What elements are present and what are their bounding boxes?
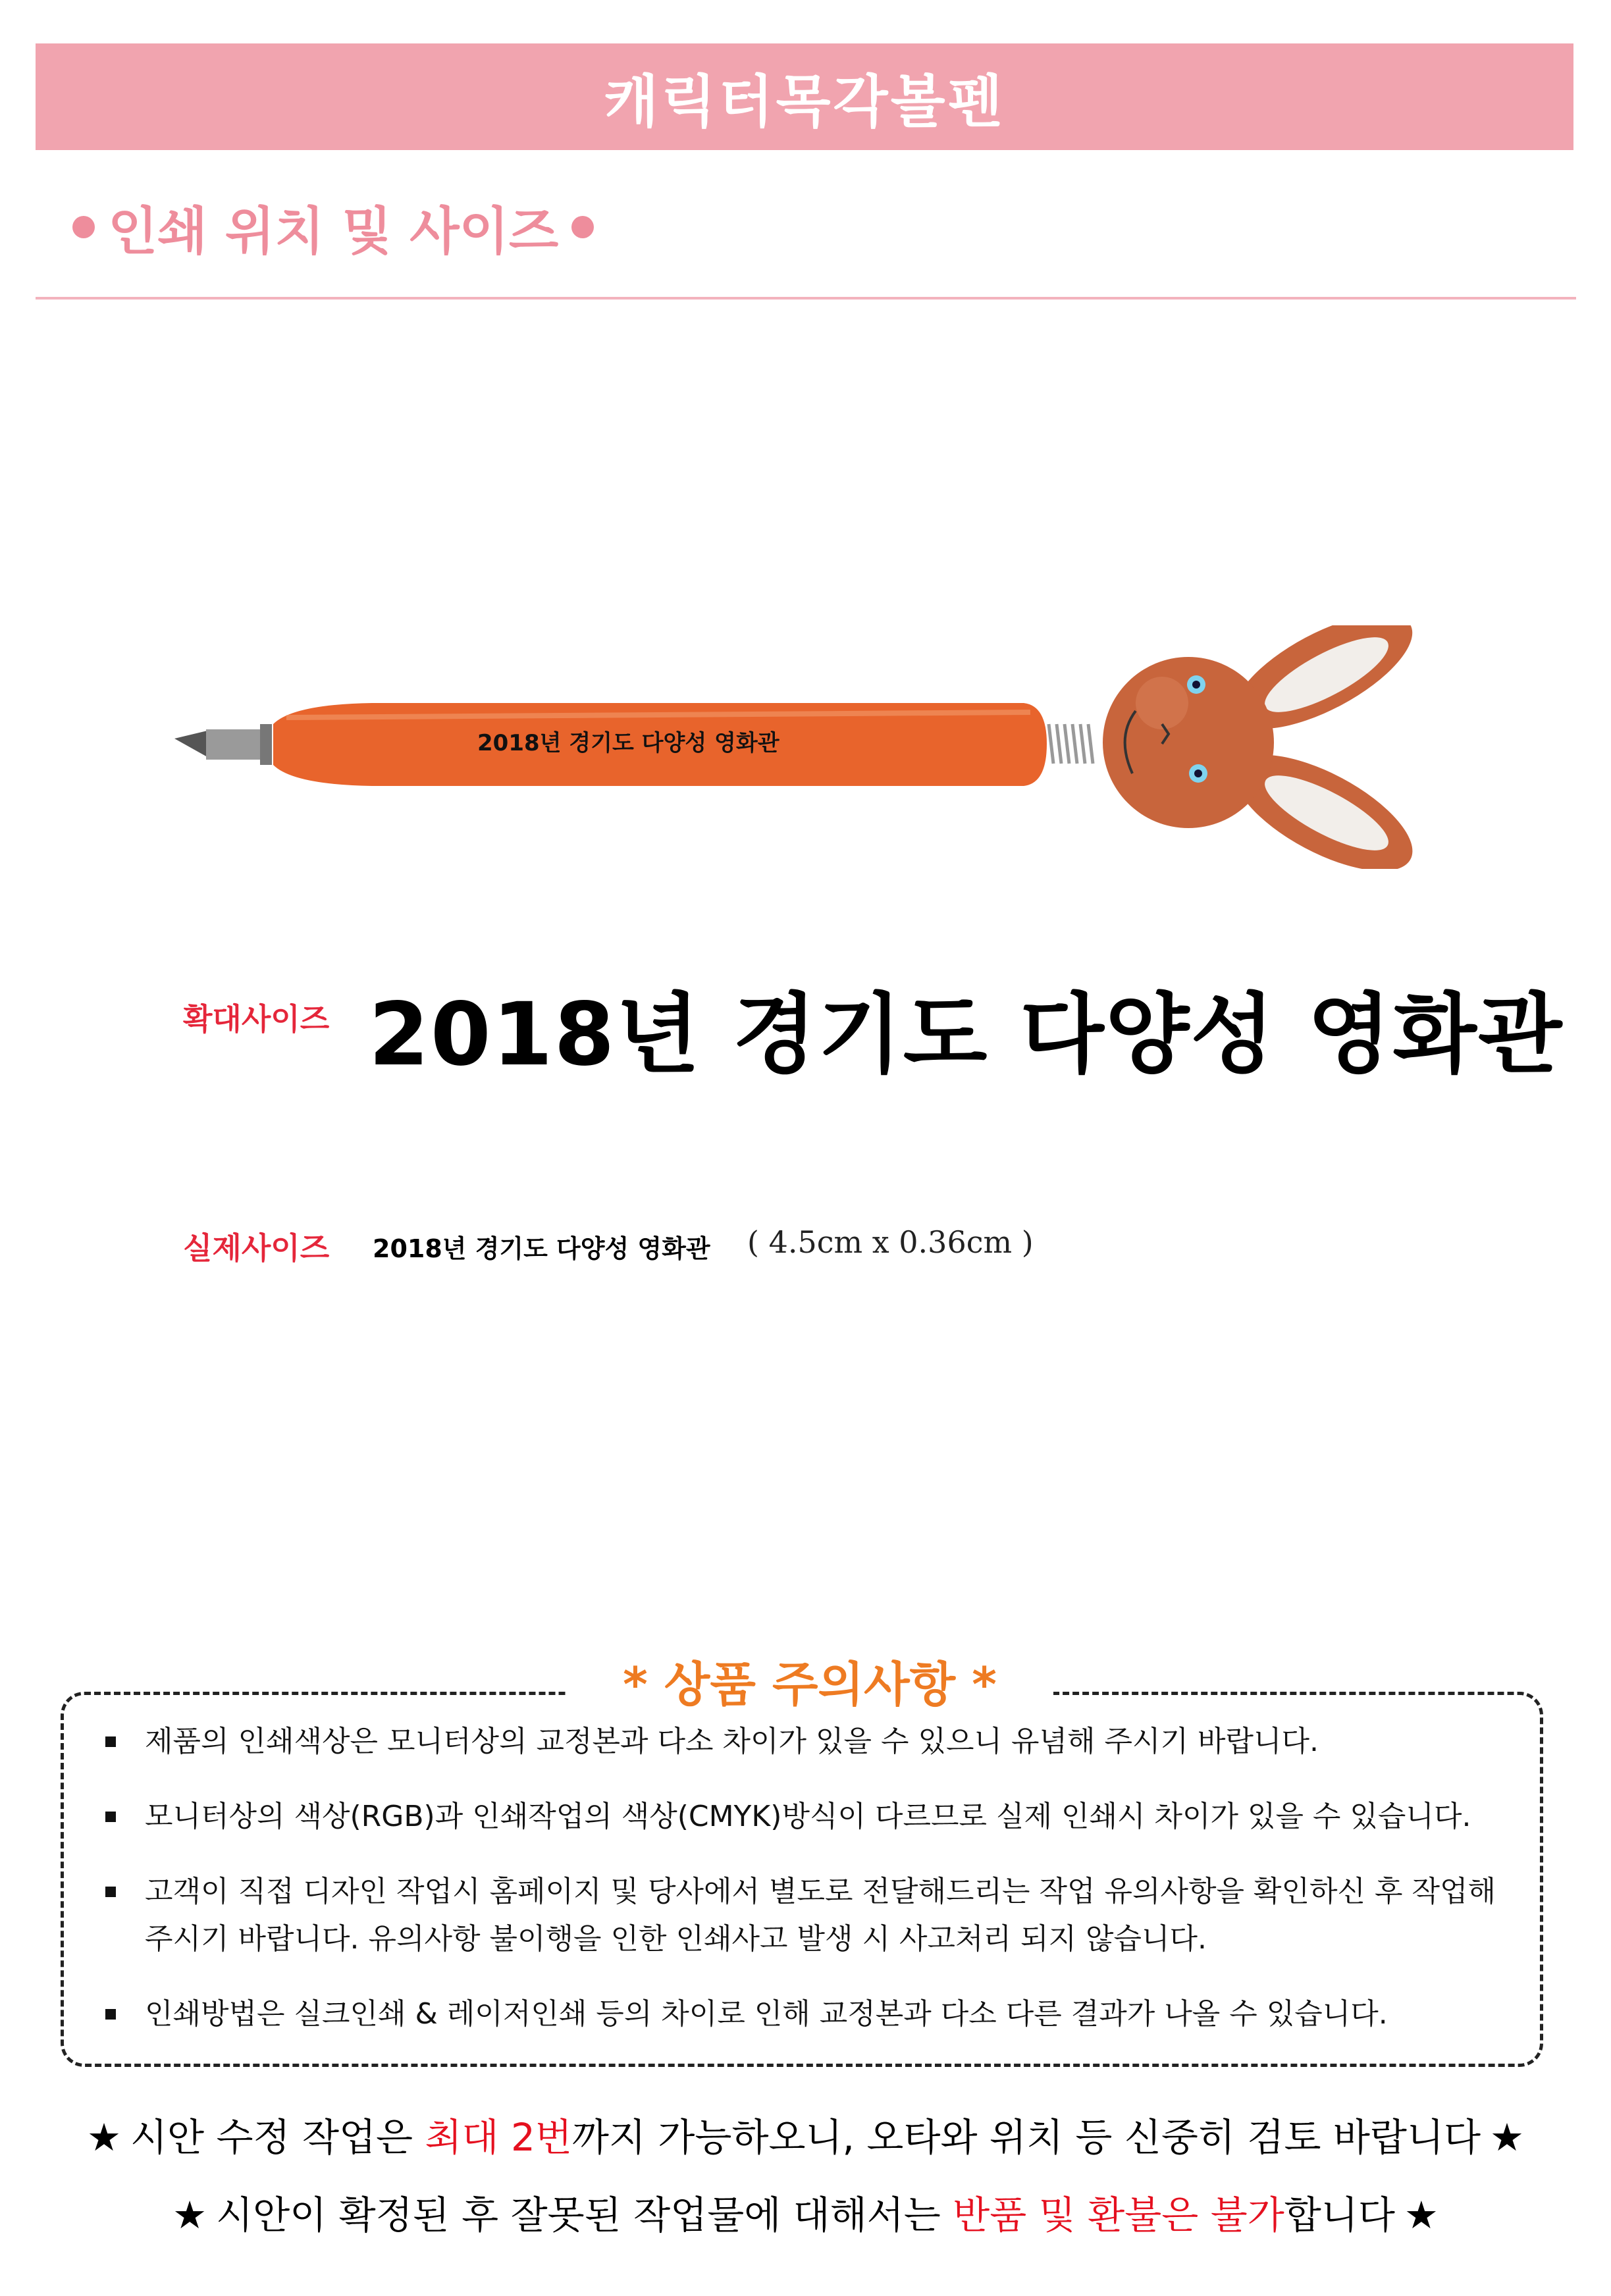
bullet-dot-icon xyxy=(72,216,95,238)
notice-item: 모니터상의 색상(RGB)과 인쇄작업의 색상(CMYK)방식이 다르므로 실제 인쇄시 차이가 있을 수 있습니다. xyxy=(105,1793,1514,1840)
footer-text: 까지 가능하오니, 오타와 위치 등 신중히 검토 바랍니다 xyxy=(571,2115,1481,2160)
rabbit-pen-illustration xyxy=(174,625,1425,869)
footer-text: 시안이 확정된 후 잘못된 작업물에 대해서는 xyxy=(216,2193,953,2237)
star-icon: ★ xyxy=(1404,2193,1439,2237)
section-heading xyxy=(59,191,607,263)
actual-size-label: 실제사이즈 xyxy=(183,1230,330,1266)
notice-item: 고객이 직접 디자인 작업시 홈페이지 및 당사에서 별도로 전달해드리는 작업 유의사항을 확인하신 후 작업해주시기 바랍니다. 유의사항 불이행을 인한 인쇄사고 발생 시 사고처리 되지 않습니다. xyxy=(105,1868,1514,1963)
enlarged-size-text: 2018년 경기도 다양성 영화관 xyxy=(369,984,1564,1085)
enlarged-size-label: 확대사이즈 xyxy=(183,1001,330,1037)
bullet-dot-icon xyxy=(571,216,594,238)
notice-list xyxy=(105,1718,1514,2066)
notice-item: 제품의 인쇄색상은 모니터상의 교정본과 다소 차이가 있을 수 있으니 유념해 주시기 바랍니다. xyxy=(105,1718,1514,1765)
notice-title: * 상품 주의사항 * xyxy=(566,1644,1053,1717)
footer-highlight: 반품 및 환불은 불가 xyxy=(953,2193,1284,2237)
footer-line-2 xyxy=(0,2184,1611,2239)
title-banner xyxy=(36,43,1573,150)
product-title: 캐릭터목각볼펜 xyxy=(604,69,1005,135)
footer-line-1 xyxy=(0,2106,1611,2162)
footer-text: 합니다 xyxy=(1284,2193,1395,2237)
pen-image xyxy=(174,625,1425,869)
actual-dimensions: ( 4.5cm x 0.36cm ) xyxy=(747,1224,1034,1260)
star-icon: ★ xyxy=(172,2193,207,2237)
section-divider xyxy=(36,297,1576,300)
notice-item: 인쇄방법은 실크인쇄 & 레이저인쇄 등의 차이로 인해 교정본과 다소 다른 결과가 나올 수 있습니다. xyxy=(105,1991,1514,2038)
star-icon: ★ xyxy=(1490,2115,1525,2160)
footer-text: 시안 수정 작업은 xyxy=(130,2115,425,2160)
footer-highlight: 최대 2번 xyxy=(425,2115,572,2160)
star-icon: ★ xyxy=(86,2115,121,2160)
section-title: 인쇄 위치 및 사이즈 xyxy=(108,202,559,261)
actual-size-text: 2018년 경기도 다양성 영화관 xyxy=(373,1234,710,1263)
pen-imprint-text: 2018년 경기도 다양성 영화관 xyxy=(477,730,779,756)
